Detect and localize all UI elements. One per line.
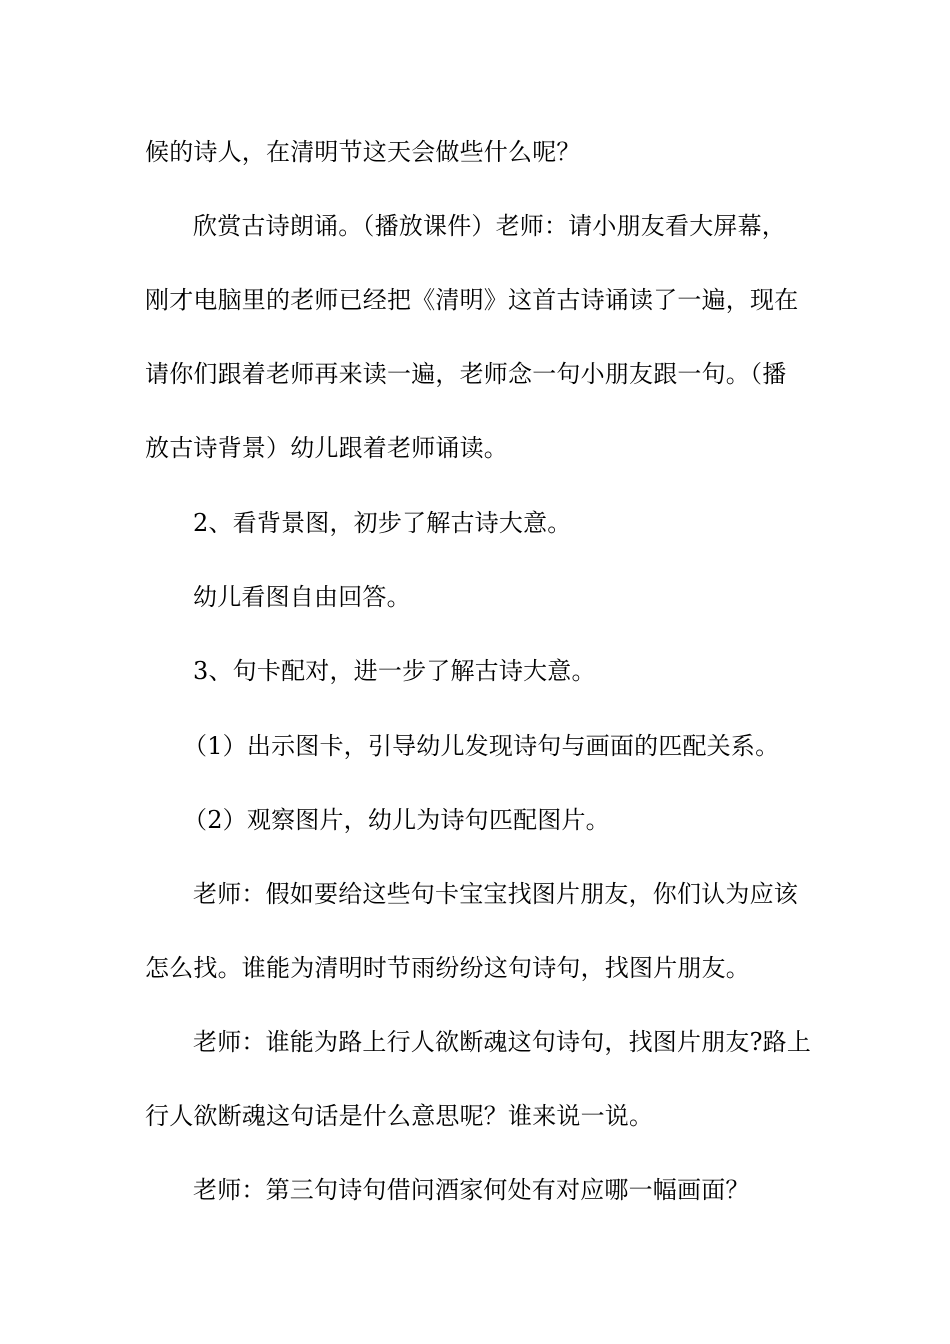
section-heading: 3、句卡配对，进一步了解古诗大意。 xyxy=(193,657,596,685)
list-item: （1）出示图卡，引导幼儿发现诗句与画面的匹配关系。 xyxy=(183,732,780,760)
section-heading: 2、看背景图，初步了解古诗大意。 xyxy=(193,509,572,537)
text-line: 欣赏古诗朗诵。（播放课件）老师：请小朋友看大屏幕， xyxy=(193,212,786,240)
text-line: 放古诗背景）幼儿跟着老师诵读。 xyxy=(145,434,508,462)
text-line: 候的诗人，在清明节这天会做些什么呢？ xyxy=(145,138,581,166)
text-line: 幼儿看图自由回答。 xyxy=(193,583,411,611)
text-line: 老师：谁能为路上行人欲断魂这句诗句，找图片朋友?路上 xyxy=(193,1028,812,1056)
list-item: （2）观察图片，幼儿为诗句匹配图片。 xyxy=(183,806,610,834)
text-line: 老师：第三句诗句借问酒家何处有对应哪一幅画面？ xyxy=(193,1176,750,1204)
text-line: 刚才电脑里的老师已经把《清明》这首古诗诵读了一遍，现在 xyxy=(145,286,799,314)
text-line: 行人欲断魂这句话是什么意思呢？谁来说一说。 xyxy=(145,1102,654,1130)
text-line: 怎么找。谁能为清明时节雨纷纷这句诗句，找图片朋友。 xyxy=(145,954,750,982)
text-line: 老师：假如要给这些句卡宝宝找图片朋友，你们认为应该 xyxy=(193,880,798,908)
text-line: 请你们跟着老师再来读一遍，老师念一句小朋友跟一句。（播 xyxy=(145,360,787,388)
